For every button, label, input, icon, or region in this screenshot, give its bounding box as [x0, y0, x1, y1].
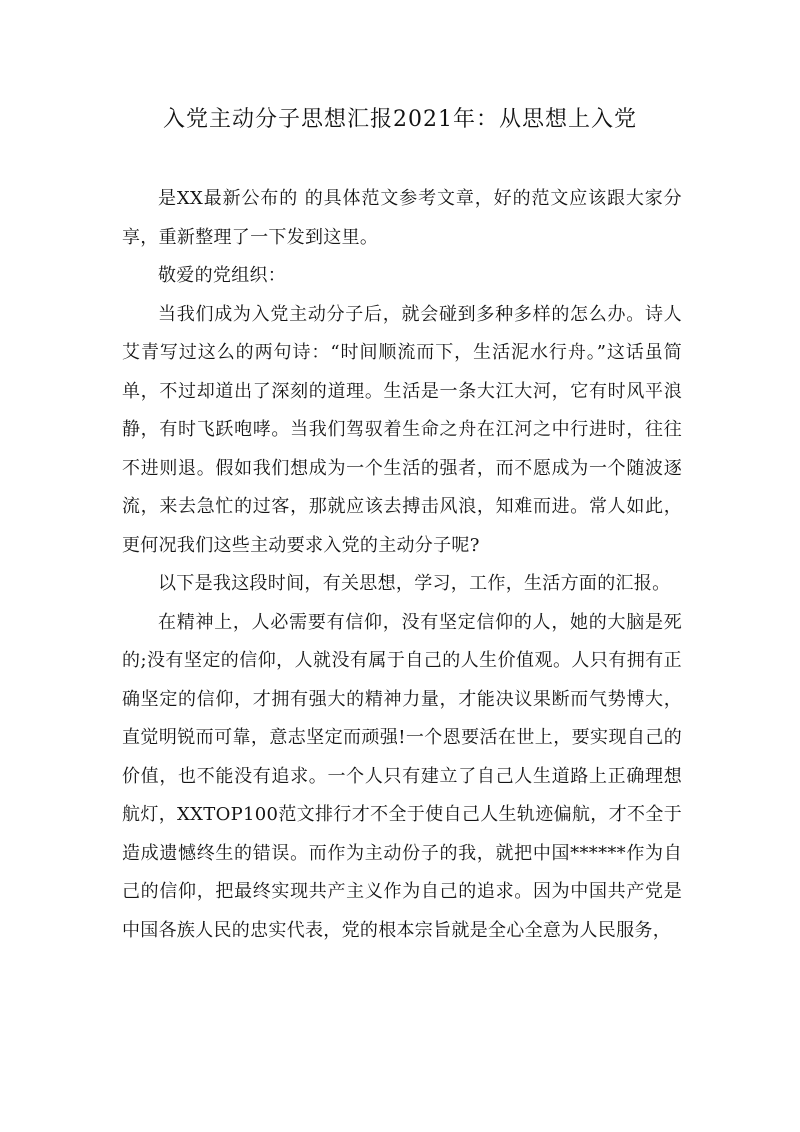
document-title: 入党主动分子思想汇报2021年：从思想上入党 — [163, 107, 637, 132]
paragraph-report-intro: 以下是我这段时间，有关思想，学习，工作，生活方面的汇报。 — [158, 573, 671, 594]
paragraph-salutation: 敬爱的党组织： — [158, 265, 287, 286]
paragraph-life-metaphor: 当我们成为入党主动分子后，就会碰到多种多样的怎么办。诗人艾青写过这么的两句诗：“时间顺流而下，生活泥水行舟。”这话虽简单，不过却道出了深刻的道理。生活是一条大江大河，它有时风平浪静，有时飞跃咆哮。当我们驾驭着生命之舟在江河之中行进时，往往不进则退。假如我们想成为一个生活的强者，而不愿成为一个随波逐流，来去急忙的过客，那就应该去搏击风浪，知难而进。常人如此，更何况我们这些主动要求入党的主动分子呢? — [122, 303, 682, 556]
paragraph-spirit: 在精神上，人必需要有信仰，没有坚定信仰的人，她的大脑是死的;没有坚定的信仰，人就没有属于自己的人生价值观。人只有拥有正确坚定的信仰，才拥有强大的精神力量，才能决议果断而气势博大，直觉明锐而可靠，意志坚定而顽强!一个恩要活在世上，要实现自己的价值，也不能没有追求。一个人只有建立了自己人生道路上正确理想航灯，XXTOP100范文排行才不全于使自己人生轨迹偏航，才不全于造成遗憾终生的错误。而作为主动份子的我，就把中国******作为自己的信仰，把最终实现共产主义作为自己的追求。因为中国共产党是中国各族人民的忠实代表，党的根本宗旨就是全心全意为人民服务， — [122, 611, 682, 941]
paragraph-intro: 是XX最新公布的 的具体范文参考文章，好的范文应该跟大家分享，重新整理了一下发到这里。 — [122, 188, 682, 248]
document-body — [122, 180, 682, 950]
